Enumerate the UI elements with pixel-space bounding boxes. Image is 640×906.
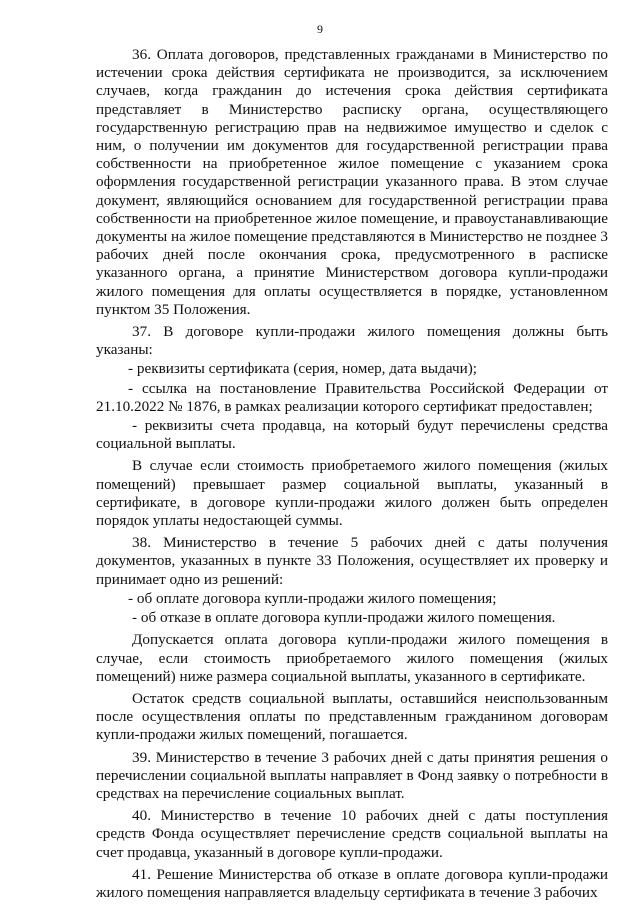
paragraph-price-exceeds: В случае если стоимость приобретаемого жилого помещения (жилых помещений) превышает размер социальной выплаты, указанный в сертификате, в договоре купли-продажи жилого должен быть определен порядок уплаты недостающей суммы. xyxy=(96,457,608,530)
paragraph-41: 41. Решение Министерства об отказе в оплате договора купли-продажи жилого помещения направляется владельцу сертификата в течение 3 рабочих xyxy=(96,865,608,901)
paragraph-40: 40. Министерство в течение 10 рабочих дней с даты поступления средств Фонда осуществляет перечисление средств социальной выплаты на счет продавца, указанный в договоре купли-продажи. xyxy=(96,807,608,861)
paragraph-39: 39. Министерство в течение 3 рабочих дней с даты принятия решения о перечислении социальной выплаты направляет в Фонд заявку о потребности в средствах на перечисление социальных выплат. xyxy=(96,748,608,802)
list-item-government-decree: - ссылка на постановление Правительства Российской Федерации от 21.10.2022 № 1876, в рамках реализации которого сертификат предоставлен; xyxy=(96,379,608,415)
paragraph-payment-allowed: Допускается оплата договора купли-продажи жилого помещения в случае, если стоимость приобретаемого жилого помещения (жилых помещений) ниже размера социальной выплаты, указанного в сертификате. xyxy=(96,631,608,685)
list-item-seller-account: - реквизиты счета продавца, на который будут перечислены средства социальной выплаты. xyxy=(96,417,608,453)
paragraph-37: 37. В договоре купли-продажи жилого помещения должны быть указаны: xyxy=(96,323,608,359)
page-number: 9 xyxy=(317,22,323,36)
list-item-refusal-decision: - об отказе в оплате договора купли-продажи жилого помещения. xyxy=(132,609,556,627)
list-item-certificate-details: - реквизиты сертификата (серия, номер, дата выдачи); xyxy=(128,360,477,378)
paragraph-38: 38. Министерство в течение 5 рабочих дней с даты получения документов, указанных в пункте 33 Положения, осуществляет их проверку и принимает одно из решений: xyxy=(96,534,608,588)
document-body xyxy=(96,46,608,906)
paragraph-36: 36. Оплата договоров, представленных гражданами в Министерство по истечении срока действия сертификата не производится, за исключением случаев, когда гражданин до истечения срока действия сертификата представляет в Министерство расписку органа, осуществляющего государственную регистрацию прав на недвижимое имущество и сделок с ним, о получении им документов для государственной регистрации права собственности на приобретенное жилое помещение с указанием срока оформления государственной регистрации указанного права. В этом случае документ, являющийся основанием для государственной регистрации права собственности на приобретенное жилое помещение, и правоустанавливающие документы на жилое помещение представляются в Министерство не позднее 3 рабочих дней после окончания срока, предусмотренного в расписке указанного органа, а принятие Министерством договора купли-продажи жилого помещения для оплаты осуществляется в порядке, установленном пунктом 35 Положения. xyxy=(96,46,608,318)
paragraph-remainder: Остаток средств социальной выплаты, оставшийся неиспользованным после осуществления оплаты по представленным гражданином договорам купли-продажи жилых помещений, погашается. xyxy=(96,689,608,744)
list-item-payment-decision: - об оплате договора купли-продажи жилого помещения; xyxy=(128,589,497,607)
